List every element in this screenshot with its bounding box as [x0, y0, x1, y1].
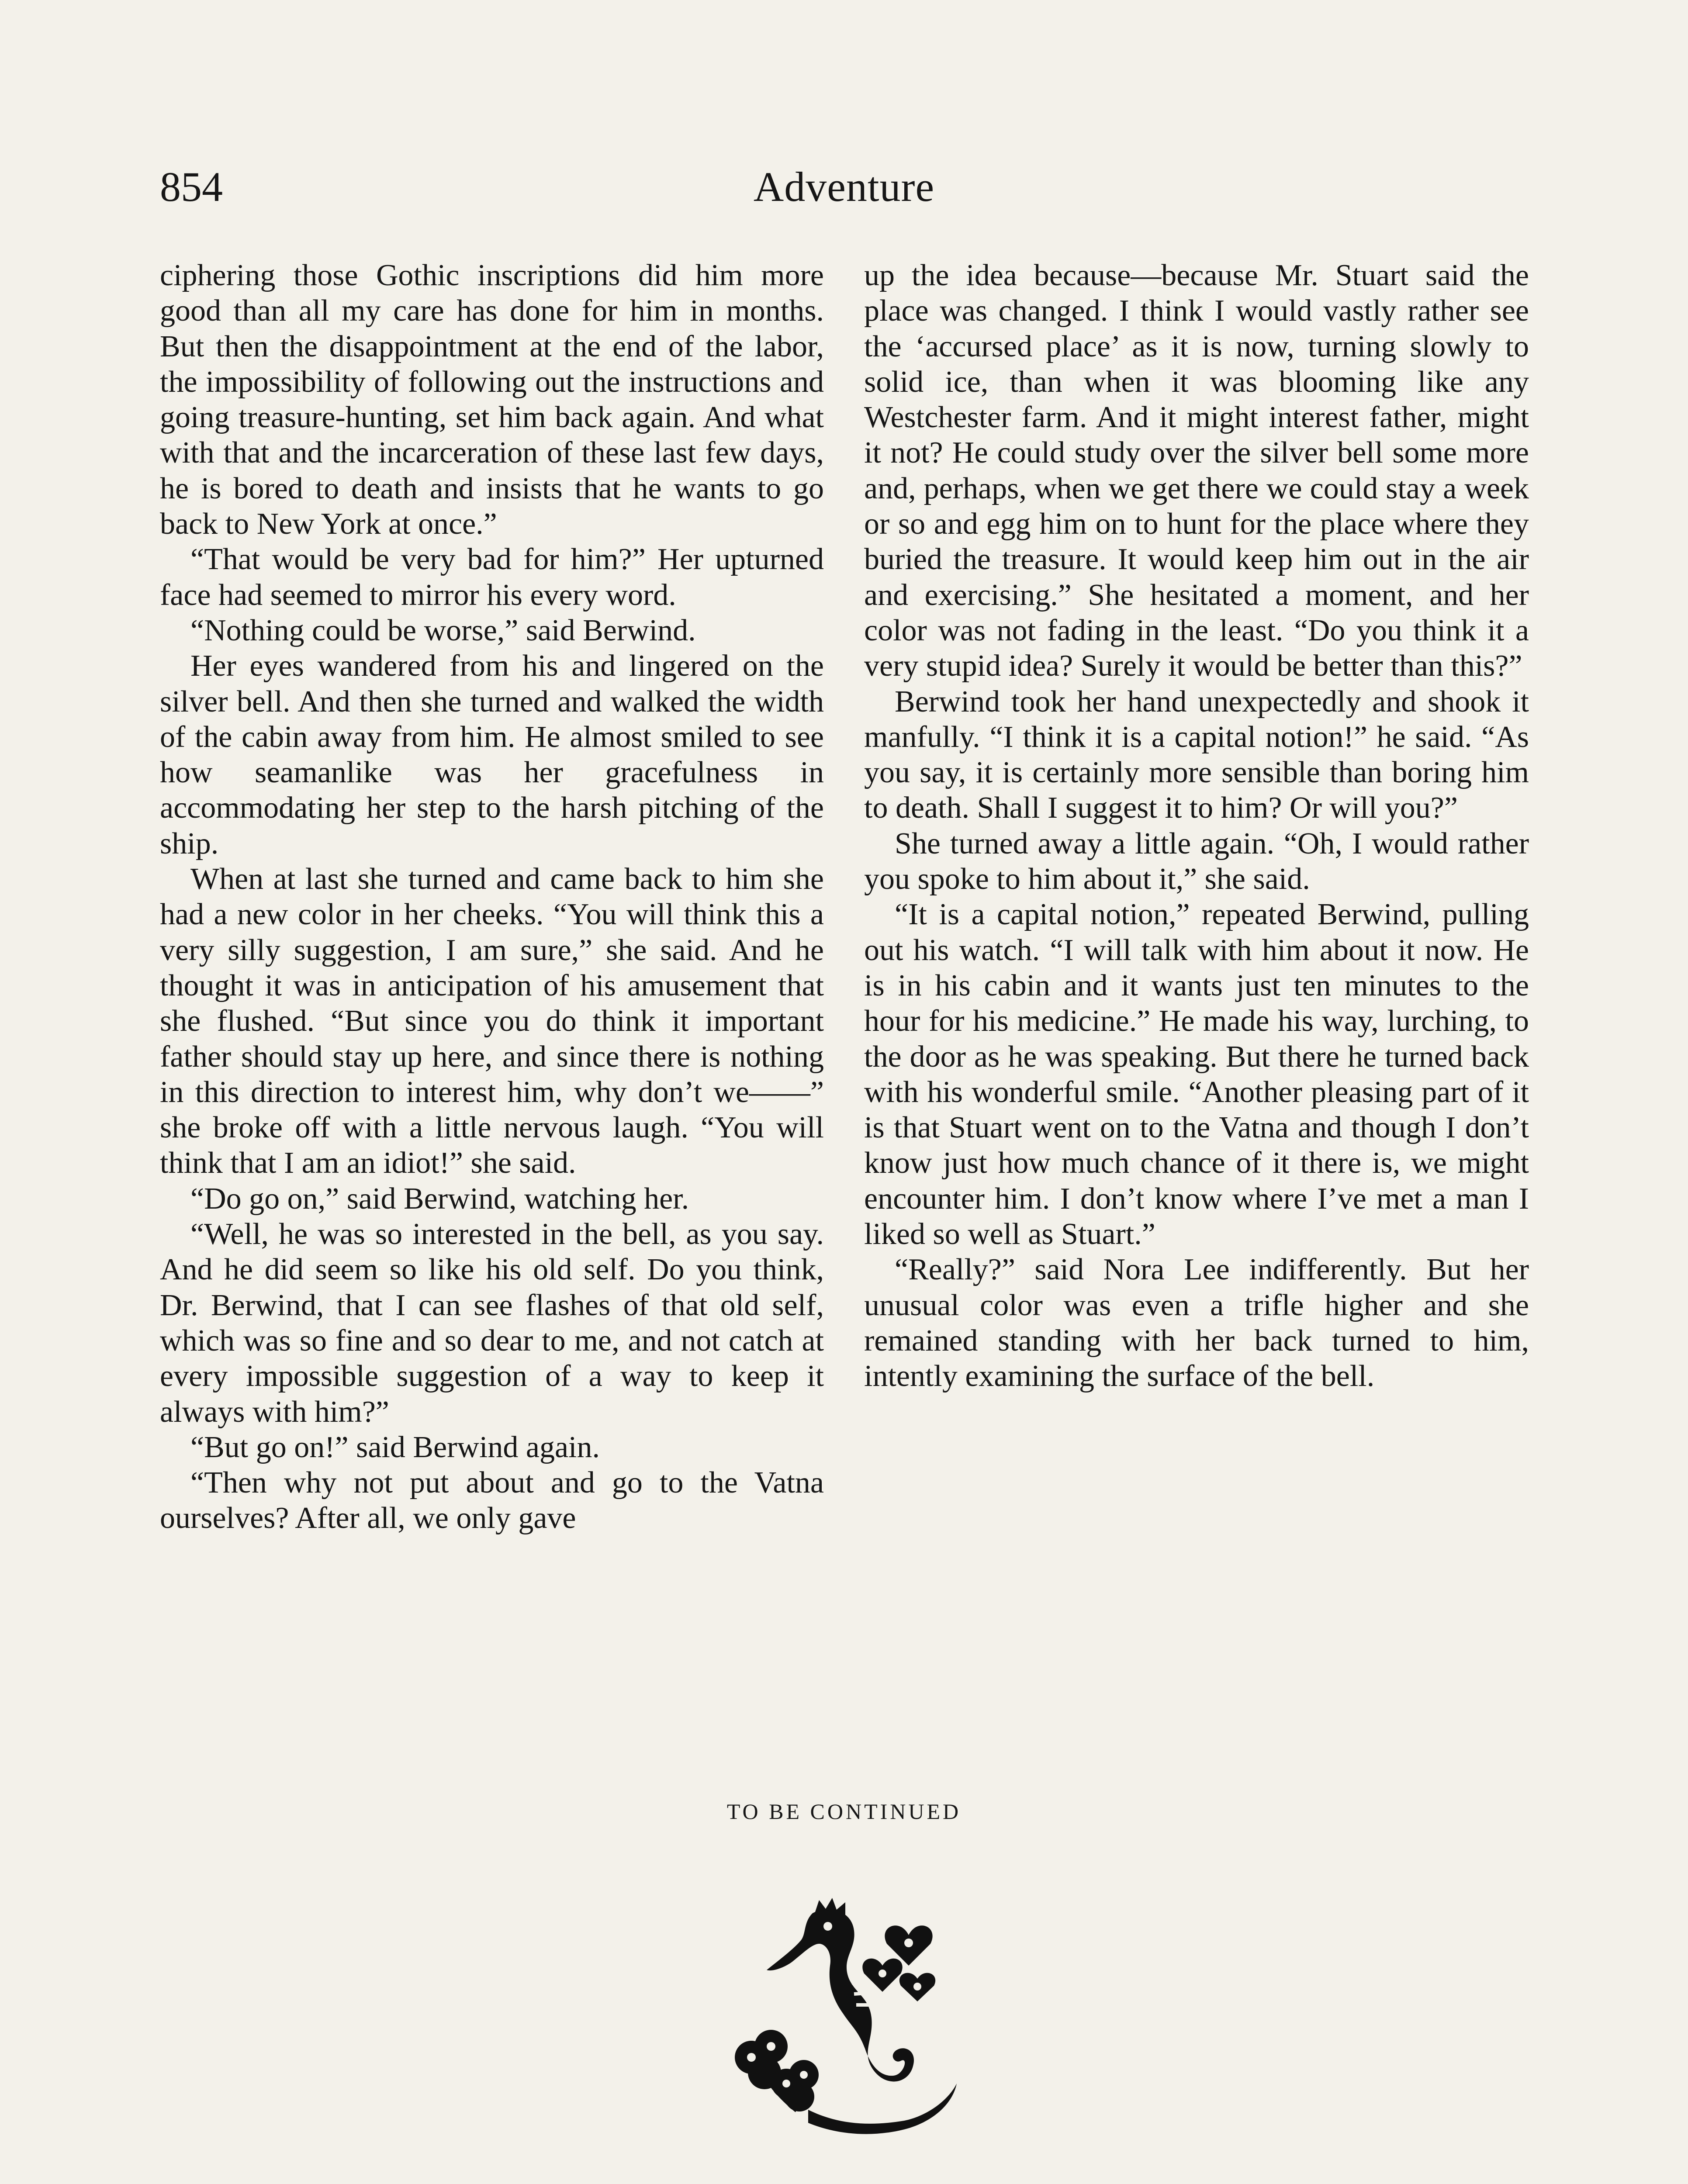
page-number: 854: [160, 163, 223, 210]
paragraph: “That would be very bad for him?” Her upturned face had seemed to mirror his every word.: [160, 543, 824, 612]
paragraph: up the idea because—because Mr. Stuart said the place was changed. I think I would vastly rather see the ‘accursed place’ as it is now, turning slowly to solid ice, than when it was blooming like any Westchester farm. And it might interest father, might it not? He could study over the silver bell some more and, perhaps, when we get there we could stay a week or so and egg him on to hunt for the place where they buried the treasure. It would keep him out in the air and exercising.” She hesitated a moment, and her color was not fading in the least. “Do you think it a very stupid idea? Surely it would be better than this?”: [864, 259, 1529, 683]
paragraph: ciphering those Gothic inscriptions did him more good than all my care has done for him in months. But then the disappointment at the end of the labor, the impossibility of following out the instructions and going treasure-hunting, set him back again. And what with that and the incarceration of these last few days, he is bored to death and insists that he wants to go back to New York at once.”: [160, 259, 824, 541]
paragraph: “Well, he was so interested in the bell, as you say. And he did seem so like his old self. Do you think, Dr. Berwind, that I can see flashes of that old self, which was so fine and so dear to me, and not catch at every impossible suggestion of a way to keep it always with him?”: [160, 1217, 824, 1429]
paragraph: “Nothing could be worse,” said Berwind.: [190, 613, 696, 647]
paragraph: She turned away a little again. “Oh, I would rather you spoke to him about it,” she said.: [864, 826, 1529, 896]
paragraph: “Do go on,” said Berwind, watching her.: [190, 1182, 689, 1216]
paragraph: Her eyes wandered from his and lingered on the silver bell. And then she turned and walked the width of the cabin away from him. He almost smiled to see how seamanlike was her gracefulness in accommodating her step to the harsh pitching of the ship.: [160, 649, 824, 860]
running-head-title: Adventure: [753, 163, 935, 210]
paragraph: When at last she turned and came back to him she had a new color in her cheeks. “You will think this a very silly suggestion, I am sure,” she said. And he thought it was in anticipation of his amusement that she flushed. “But since you do think it important father should stay up here, and since there is nothing in this direction to interest him, why don’t we——” she broke off with a little nervous laugh. “You will think that I am an idiot!” she said.: [160, 862, 824, 1180]
seahorse-ornament-icon: [721, 1896, 983, 2140]
to-be-continued-label: TO BE CONTINUED: [726, 1799, 962, 1824]
paragraph: Berwind took her hand unexpectedly and shook it manfully. “I think it is a capital notion!” he said. “As you say, it is certainly more sensible than boring him to death. Shall I suggest it to him? Or will you?”: [864, 684, 1529, 825]
left-column: [160, 258, 824, 1536]
paragraph: “It is a capital notion,” repeated Berwind, pulling out his watch. “I will talk with him about it now. He is in his cabin and it wants just ten minutes to the hour for his medicine.” He made his way, lurching, to the door as he was speaking. But there he turned back with his wonderful smile. “Another pleasing part of it is that Stuart went on to the Vatna and though I don’t know just how much chance of it there is, we might encounter him. I don’t know where I’ve met a man I liked so well as Stuart.”: [864, 898, 1529, 1251]
right-column: [864, 258, 1529, 1394]
paragraph: “Really?” said Nora Lee indifferently. But her unusual color was even a trifle higher and she remained standing with her back turned to him, intently examining the surface of the bell.: [864, 1253, 1529, 1393]
paragraph: “But go on!” said Berwind again.: [190, 1430, 600, 1464]
paragraph: “Then why not put about and go to the Vatna ourselves? After all, we only gave: [160, 1466, 824, 1535]
